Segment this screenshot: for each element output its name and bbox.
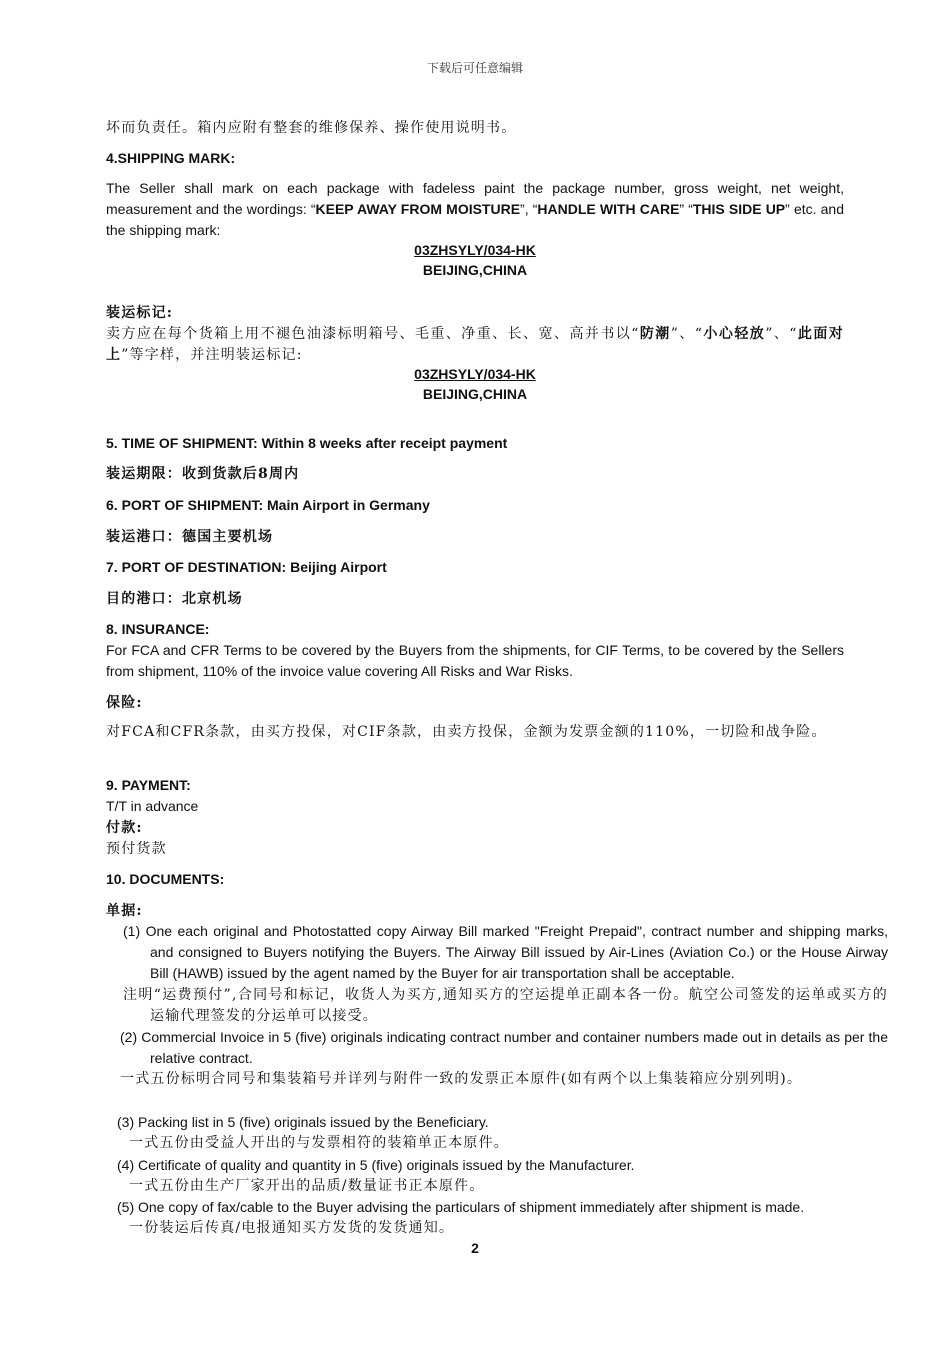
document-item-1-en: (1) One each original and Photostatted copy Airway Bill marked "Freight Prepaid", contract number and shipping marks, and consigned to Buyers notifying the Buyers. The Airway Bill issued by Air-Lines (Aviation Co.) or the House Airway Bill (HAWB) issued by the agent named by the Buyer for air transportation shall be acceptable. xyxy=(123,923,888,981)
wording-cn-1: 防潮 xyxy=(639,326,671,342)
payment-en-body: T/T in advance xyxy=(106,798,199,814)
port-of-destination-cn: 目的港口：北京机场 xyxy=(106,591,243,607)
shipping-mark-cn-heading: 装运标记: xyxy=(106,305,174,321)
document-item-2-en: (2) Commercial Invoice in 5 (five) originals indicating contract number and container numbers made out in details as per the relative contract. xyxy=(120,1029,888,1066)
shipping-mark-en-intro: The Seller shall mark on each package with fadeless paint the package number, gross weight, net weight, measurement and the wordings: “ xyxy=(106,180,844,217)
time-of-shipment-cn: 装运期限：收到货款后8周内 xyxy=(106,466,300,482)
wording-cn-separator-1: ”、“ xyxy=(670,326,704,342)
insurance-en-body: For FCA and CFR Terms to be covered by the Buyers from the shipments, for CIF Terms, to be covered by the Sellers from shipment, 110% of the invoice value covering All Risks and War Risks. xyxy=(106,642,844,679)
insurance-heading: 8. INSURANCE: xyxy=(106,621,210,637)
payment-cn-body: 预付货款 xyxy=(106,841,167,857)
port-of-shipment-en: 6. PORT OF SHIPMENT: Main Airport in Germany xyxy=(106,497,430,513)
shipping-mark-block xyxy=(106,240,844,280)
wording-this-side-up: THIS SIDE UP xyxy=(692,201,786,217)
wording-separator-1: ”, “ xyxy=(520,201,538,217)
shipping-mark-heading: 4.SHIPPING MARK: xyxy=(106,150,236,166)
payment-heading: 9. PAYMENT: xyxy=(106,777,191,793)
time-of-shipment-en: 5. TIME OF SHIPMENT: Within 8 weeks after receipt payment xyxy=(106,435,508,451)
port-of-destination-en: 7. PORT OF DESTINATION: Beijing Airport xyxy=(106,559,387,575)
shipping-mark-en-tail: ” etc. and the shipping mark: xyxy=(106,201,844,238)
document-item-3-cn: 一式五份由受益人开出的与发票相符的装箱单正本原件。 xyxy=(129,1135,509,1151)
payment-cn-heading: 付款: xyxy=(106,820,143,836)
page-number: 2 xyxy=(471,1240,479,1256)
document-item-1-cn: 注明“运费预付”,合同号和标记，收货人为买方,通知买方的空运提单正副本各一份。航空公司签发的运单或买方的运输代理签发的分运单可以接受。 xyxy=(123,987,888,1024)
document-item-5-en: (5) One copy of fax/cable to the Buyer advising the particulars of shipment immediately after shipment is made. xyxy=(117,1199,805,1215)
wording-keep-away-from-moisture: KEEP AWAY FROM MOISTURE xyxy=(315,201,521,217)
document-item-3-en: (3) Packing list in 5 (five) originals issued by the Beneficiary. xyxy=(117,1114,489,1130)
shipping-mark-cn-tail: ”等字样，并注明装运标记: xyxy=(121,347,303,363)
document-item-4-en: (4) Certificate of quality and quantity in 5 (five) originals issued by the Manufacturer. xyxy=(117,1157,635,1173)
document-item-4-cn: 一式五份由生产厂家开出的品质/数量证书正本原件。 xyxy=(129,1178,485,1194)
shipping-mark-place-2: BEIJING,CHINA xyxy=(422,386,528,402)
shipping-mark-code-2: 03ZHSYLY/034-HK xyxy=(414,366,536,382)
document-item-2-cn: 一式五份标明合同号和集装箱号并详列与附件一致的发票正本原件(如有两个以上集装箱应分别列明)。 xyxy=(120,1071,803,1087)
shipping-mark-block-2 xyxy=(106,364,844,404)
wording-cn-3: 此面对上 xyxy=(106,326,845,363)
document-item-5-cn: 一份装运后传真/电报通知买方发货的发货通知。 xyxy=(129,1220,455,1236)
documents-cn-heading: 单据: xyxy=(106,903,143,919)
port-of-shipment-cn: 装运港口：德国主要机场 xyxy=(106,529,274,545)
page-header: 下载后可任意编辑 xyxy=(426,61,523,75)
continuation-line: 坏而负责任。箱内应附有整套的维修保养、操作使用说明书。 xyxy=(106,120,517,136)
wording-separator-2: ” “ xyxy=(679,201,693,217)
shipping-mark-cn-body xyxy=(106,324,844,366)
shipping-mark-code: 03ZHSYLY/034-HK xyxy=(414,242,536,258)
insurance-cn-heading: 保险: xyxy=(106,695,143,711)
documents-heading: 10. DOCUMENTS: xyxy=(106,871,225,887)
shipping-mark-place: BEIJING,CHINA xyxy=(422,262,528,278)
shipping-mark-cn-intro: 卖方应在每个货箱上用不褪色油漆标明箱号、毛重、净重、长、宽、高并书以“ xyxy=(106,326,640,342)
insurance-cn-body: 对FCA和CFR条款，由买方投保，对CIF条款，由卖方投保，金额为发票金额的110%，一切险和战争险。 xyxy=(106,724,827,740)
wording-cn-separator-2: ”、“ xyxy=(765,326,798,342)
wording-handle-with-care: HANDLE WITH CARE xyxy=(537,201,680,217)
wording-cn-2: 小心轻放 xyxy=(703,326,766,342)
shipping-mark-en-body xyxy=(106,178,844,241)
